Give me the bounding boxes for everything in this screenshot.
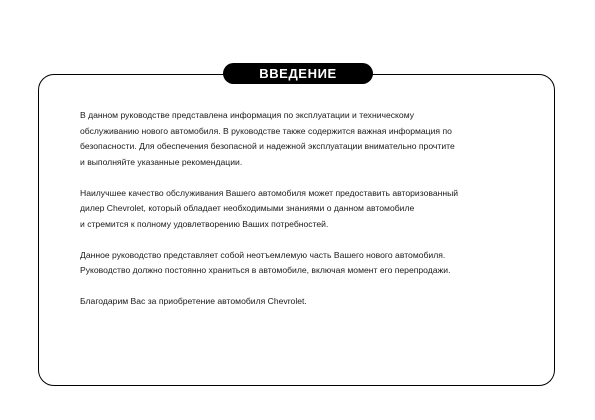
- text-line: Благодарим Вас за приобретение автомобиля Chevrolet.: [80, 296, 307, 306]
- text-line: обслуживанию нового автомобиля. В руководстве также содержится важная информация по: [80, 125, 452, 136]
- text-line: и стремится к полному удовлетворению Ваших потребностей.: [80, 218, 329, 229]
- text-line: В данном руководстве представлена информация по эксплуатации и техническому: [80, 110, 414, 120]
- paragraph-4: [80, 294, 520, 310]
- section-title-text: ВВЕДЕНИЕ: [259, 66, 337, 81]
- text-line: Руководство должно постоянно храниться в автомобиле, включая момент его перепродажи.: [80, 265, 451, 275]
- text-line: дилер Chevrolet, который обладает необходимыми знаниями о данном автомобиле: [80, 203, 415, 213]
- paragraph-1: [80, 108, 520, 170]
- text-line: безопасности. Для обеспечения безопасной и надежной эксплуатации внимательно прочтите: [80, 141, 455, 151]
- paragraph-2: [80, 186, 520, 233]
- section-title: [223, 63, 373, 84]
- text-line: Наилучшее качество обслуживания Вашего автомобиля может предоставить авторизованный: [80, 187, 459, 198]
- text-line: и выполняйте указанные рекомендации.: [80, 156, 243, 167]
- intro-text: [80, 108, 520, 325]
- text-line: Данное руководство представляет собой неотъемлемую часть Вашего нового автомобиля.: [80, 249, 446, 260]
- paragraph-3: [80, 248, 520, 279]
